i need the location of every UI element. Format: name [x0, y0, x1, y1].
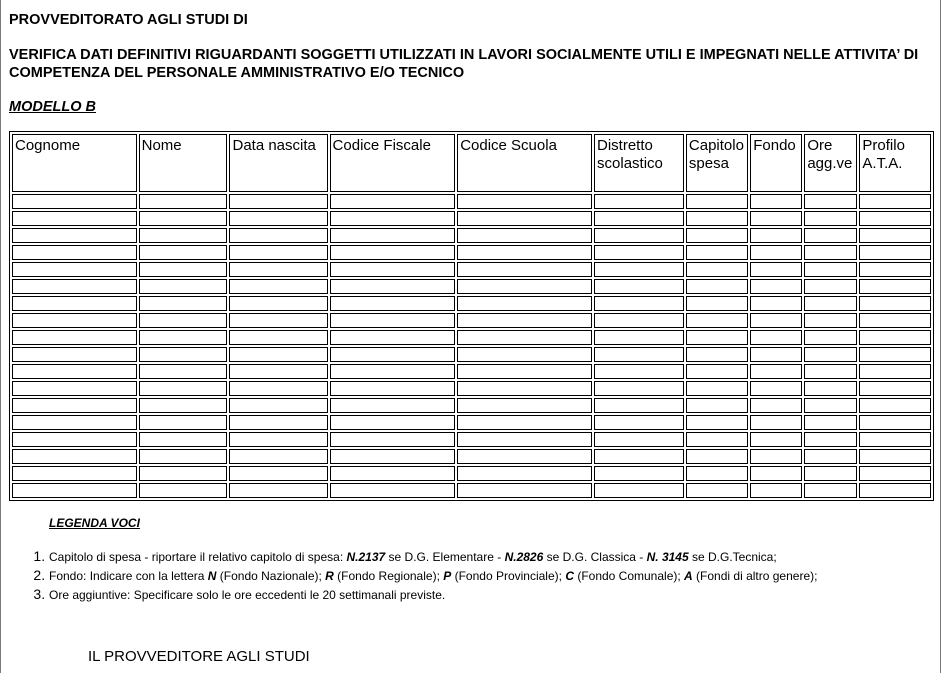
legend-list: [30, 547, 817, 604]
table-cell: [457, 381, 592, 396]
table-cell: [859, 330, 931, 345]
table-cell: [330, 330, 456, 345]
table-cell: [750, 466, 802, 481]
table-cell: [750, 296, 802, 311]
table-cell: [804, 415, 857, 430]
table-cell: [139, 415, 228, 430]
table-cell: [330, 364, 456, 379]
table-cell: [804, 279, 857, 294]
table-cell: [139, 296, 228, 311]
table-cell: [139, 330, 228, 345]
table-cell: [139, 483, 228, 498]
table-cell: [686, 415, 748, 430]
table-row: [12, 381, 931, 396]
table-cell: [12, 415, 137, 430]
table-cell: [686, 432, 748, 447]
table-cell: [750, 364, 802, 379]
table-cell: [330, 415, 456, 430]
column-header: Codice Scuola: [457, 134, 592, 192]
table-cell: [229, 483, 327, 498]
table-cell: [750, 415, 802, 430]
table-cell: [804, 228, 857, 243]
table-cell: [859, 313, 931, 328]
table-cell: [139, 262, 228, 277]
table-cell: [12, 364, 137, 379]
table-cell: [594, 228, 684, 243]
table-cell: [750, 449, 802, 464]
legend-title: LEGENDA VOCI: [49, 516, 140, 530]
table-cell: [686, 347, 748, 362]
table-cell: [229, 364, 327, 379]
table-cell: [594, 466, 684, 481]
table-row: [12, 262, 931, 277]
column-header: Capitolo spesa: [686, 134, 748, 192]
table-cell: [594, 262, 684, 277]
table-cell: [330, 194, 456, 209]
table-cell: [859, 466, 931, 481]
table-cell: [330, 381, 456, 396]
office-heading: PROVVEDITORATO AGLI STUDI DI: [9, 12, 248, 28]
table-cell: [859, 483, 931, 498]
table-cell: [457, 262, 592, 277]
table-cell: [229, 262, 327, 277]
table-cell: [139, 245, 228, 260]
table-cell: [229, 398, 327, 413]
table-cell: [859, 432, 931, 447]
table-cell: [330, 483, 456, 498]
table-cell: [859, 279, 931, 294]
table-cell: [457, 347, 592, 362]
signature-line: IL PROVVEDITORE AGLI STUDI: [88, 648, 310, 665]
table-cell: [330, 398, 456, 413]
table-cell: [457, 211, 592, 226]
table-cell: [12, 398, 137, 413]
table-cell: [229, 194, 327, 209]
table-cell: [804, 449, 857, 464]
table-cell: [139, 364, 228, 379]
table-cell: [804, 194, 857, 209]
column-header: Profilo A.T.A.: [859, 134, 931, 192]
table-cell: [804, 211, 857, 226]
table-cell: [750, 262, 802, 277]
table-cell: [594, 483, 684, 498]
table-cell: [686, 364, 748, 379]
table-cell: [686, 398, 748, 413]
table-cell: [859, 364, 931, 379]
table-cell: [686, 262, 748, 277]
table-cell: [686, 211, 748, 226]
table-cell: [804, 296, 857, 311]
table-cell: [594, 245, 684, 260]
table-cell: [859, 262, 931, 277]
column-header: Codice Fiscale: [330, 134, 456, 192]
table-row: [12, 296, 931, 311]
table-cell: [330, 347, 456, 362]
table-cell: [457, 330, 592, 345]
table-cell: [139, 279, 228, 294]
table-cell: [139, 194, 228, 209]
table-row: [12, 449, 931, 464]
column-header: Cognome: [12, 134, 137, 192]
table-cell: [229, 313, 327, 328]
table-cell: [12, 296, 137, 311]
table-cell: [594, 364, 684, 379]
table-cell: [750, 347, 802, 362]
table-cell: [457, 449, 592, 464]
table-cell: [12, 228, 137, 243]
table-cell: [457, 194, 592, 209]
table-cell: [229, 466, 327, 481]
table-cell: [804, 245, 857, 260]
table-cell: [457, 245, 592, 260]
table-cell: [12, 449, 137, 464]
column-header: Ore agg.ve: [804, 134, 857, 192]
table-cell: [330, 262, 456, 277]
table-cell: [457, 432, 592, 447]
table-cell: [804, 432, 857, 447]
table-cell: [686, 466, 748, 481]
table-cell: [12, 330, 137, 345]
table-cell: [859, 415, 931, 430]
model-label: MODELLO B: [9, 99, 96, 115]
table-cell: [594, 194, 684, 209]
table-row: [12, 211, 931, 226]
table-cell: [12, 432, 137, 447]
legend-item-ore: 3. Ore aggiuntive: Specificare solo le ore eccedenti le 20 settimanali previste.: [49, 585, 817, 604]
table-cell: [686, 194, 748, 209]
table-cell: [804, 262, 857, 277]
table-cell: [594, 279, 684, 294]
table-cell: [804, 466, 857, 481]
table-cell: [859, 194, 931, 209]
table-cell: [859, 449, 931, 464]
table-cell: [594, 211, 684, 226]
column-header: Fondo: [750, 134, 802, 192]
table-cell: [594, 415, 684, 430]
table-cell: [686, 228, 748, 243]
table-cell: [139, 432, 228, 447]
column-header: Distretto scolastico: [594, 134, 684, 192]
table-cell: [330, 211, 456, 226]
table-cell: [457, 279, 592, 294]
table-cell: [330, 313, 456, 328]
table-cell: [12, 262, 137, 277]
table-cell: [457, 466, 592, 481]
table-cell: [594, 313, 684, 328]
table-cell: [804, 347, 857, 362]
table-cell: [12, 245, 137, 260]
table-cell: [457, 415, 592, 430]
table-cell: [330, 279, 456, 294]
table-cell: [457, 364, 592, 379]
table-cell: [139, 313, 228, 328]
table-cell: [804, 398, 857, 413]
table-row: [12, 466, 931, 481]
table-cell: [229, 330, 327, 345]
table-cell: [229, 347, 327, 362]
table-cell: [594, 432, 684, 447]
table-cell: [330, 449, 456, 464]
table-row: [12, 245, 931, 260]
table-cell: [750, 483, 802, 498]
table-cell: [139, 381, 228, 396]
table-cell: [229, 279, 327, 294]
table-cell: [139, 449, 228, 464]
table-cell: [12, 347, 137, 362]
table-row: [12, 364, 931, 379]
table-row: [12, 330, 931, 345]
table-cell: [139, 228, 228, 243]
column-header: Nome: [139, 134, 228, 192]
table-cell: [229, 415, 327, 430]
table-cell: [330, 245, 456, 260]
column-header: Data nascita: [229, 134, 327, 192]
table-cell: [139, 398, 228, 413]
table-cell: [229, 228, 327, 243]
table-cell: [457, 313, 592, 328]
table-cell: [594, 330, 684, 345]
table-cell: [12, 211, 137, 226]
table-cell: [594, 449, 684, 464]
table-cell: [330, 466, 456, 481]
table-row: [12, 483, 931, 498]
table-cell: [686, 381, 748, 396]
table-cell: [12, 466, 137, 481]
table-row: [12, 279, 931, 294]
table-cell: [594, 296, 684, 311]
table-cell: [12, 194, 137, 209]
table-cell: [12, 483, 137, 498]
table-cell: [686, 296, 748, 311]
table-cell: [859, 228, 931, 243]
table-cell: [594, 398, 684, 413]
table-cell: [139, 466, 228, 481]
table-cell: [750, 211, 802, 226]
table-cell: [330, 432, 456, 447]
table-cell: [330, 228, 456, 243]
table-cell: [229, 296, 327, 311]
table-cell: [229, 381, 327, 396]
table-cell: [686, 245, 748, 260]
table-row: [12, 347, 931, 362]
table-cell: [804, 364, 857, 379]
table-cell: [686, 313, 748, 328]
table-row: [12, 398, 931, 413]
table-cell: [12, 381, 137, 396]
table-cell: [12, 279, 137, 294]
table-cell: [750, 245, 802, 260]
table-cell: [750, 279, 802, 294]
table-row: [12, 228, 931, 243]
table-cell: [229, 449, 327, 464]
table-cell: [686, 330, 748, 345]
table-cell: [686, 449, 748, 464]
table-row: [12, 415, 931, 430]
table-cell: [804, 313, 857, 328]
table-header-row: [12, 134, 931, 192]
table-cell: [457, 228, 592, 243]
table-cell: [859, 296, 931, 311]
table-cell: [750, 313, 802, 328]
document-title: VERIFICA DATI DEFINITIVI RIGUARDANTI SOGGETTI UTILIZZATI IN LAVORI SOCIALMENTE UTILI E IMPEGNATI NELLE ATTIVITA’ DI COMPETENZA DEL PERSONALE AMMINISTRATIVO E/O TECNICO: [9, 47, 919, 81]
table-cell: [859, 245, 931, 260]
table-cell: [804, 381, 857, 396]
table-cell: [859, 398, 931, 413]
table-cell: [12, 313, 137, 328]
table-cell: [686, 483, 748, 498]
table-cell: [229, 245, 327, 260]
table-row: [12, 313, 931, 328]
table-row: [12, 432, 931, 447]
table-cell: [686, 279, 748, 294]
table-cell: [859, 211, 931, 226]
table-cell: [457, 398, 592, 413]
table-cell: [457, 296, 592, 311]
table-row: [12, 194, 931, 209]
table-cell: [594, 347, 684, 362]
table-cell: [804, 483, 857, 498]
table-cell: [859, 381, 931, 396]
data-table: [9, 131, 934, 501]
table-cell: [139, 347, 228, 362]
table-cell: [750, 330, 802, 345]
table-cell: [750, 228, 802, 243]
table-cell: [750, 381, 802, 396]
table-cell: [804, 330, 857, 345]
table-cell: [330, 296, 456, 311]
table-cell: [750, 398, 802, 413]
table-cell: [457, 483, 592, 498]
table-cell: [229, 432, 327, 447]
table-cell: [859, 347, 931, 362]
legend-item-capitolo: 1. Capitolo di spesa - riportare il relativo capitolo di spesa: N.2137 se D.G. Elementare - N.2826 se D.G. Classica - N. 3145 se D.G.Tecnica;: [49, 547, 817, 566]
table-cell: [139, 211, 228, 226]
table-cell: [750, 432, 802, 447]
legend-item-fondo: 2. Fondo: Indicare con la lettera N (Fondo Nazionale); R (Fondo Regionale); P (Fondo Provinciale); C (Fondo Comunale); A (Fondi di altro genere);: [49, 566, 817, 585]
table-cell: [229, 211, 327, 226]
table-cell: [594, 381, 684, 396]
table-cell: [750, 194, 802, 209]
